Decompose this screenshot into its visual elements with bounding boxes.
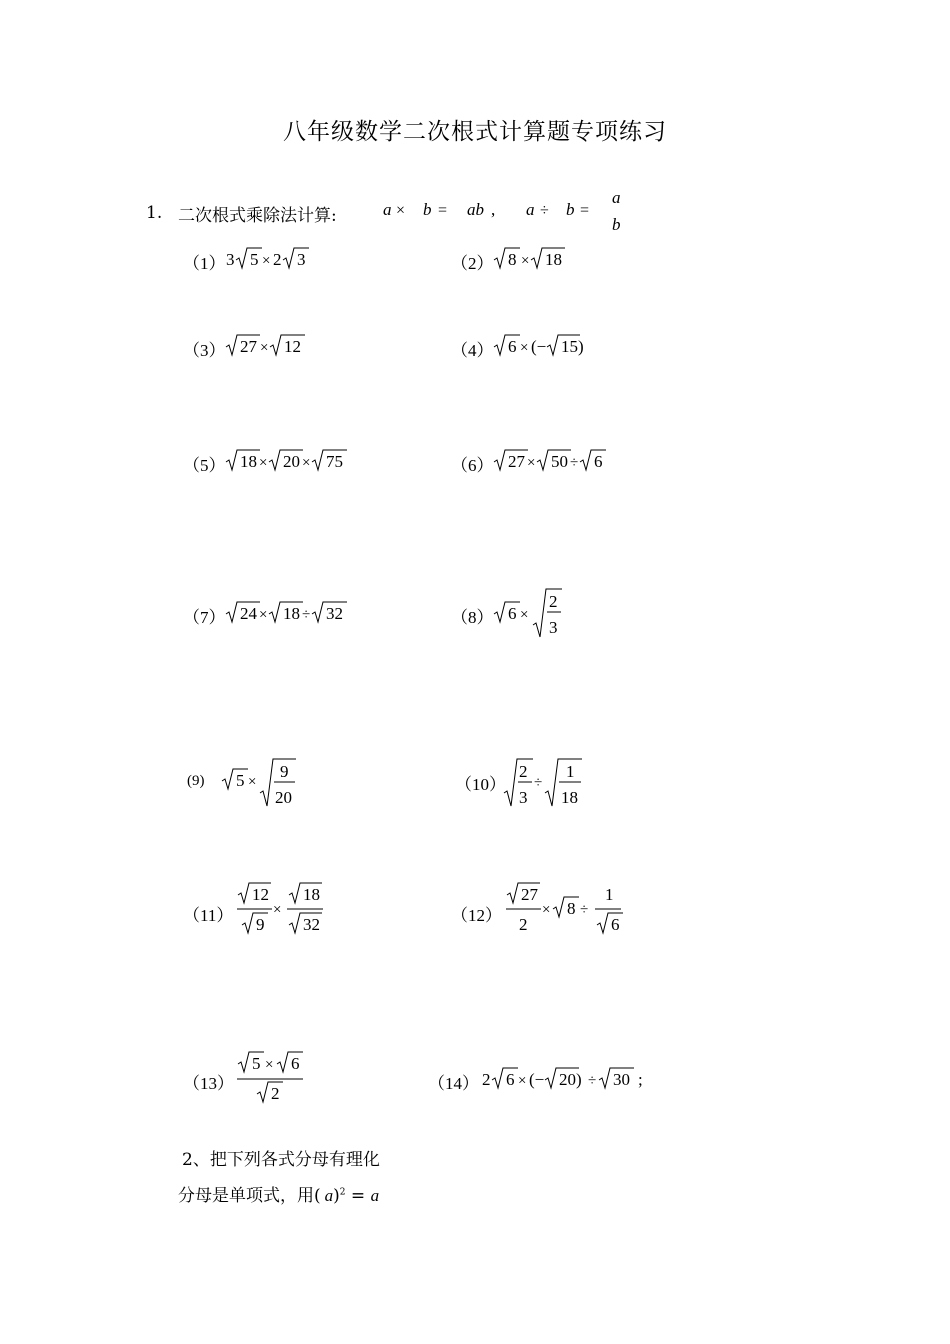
svg-text:×: × <box>262 253 271 269</box>
svg-text:2: 2 <box>519 762 528 781</box>
page-title: 八年级数学二次根式计算题专项练习 <box>283 119 667 145</box>
svg-text:×: × <box>260 340 269 356</box>
svg-text:÷: ÷ <box>570 455 579 471</box>
svg-text:2: 2 <box>549 592 558 611</box>
svg-text:3: 3 <box>297 250 306 269</box>
svg-text:×: × <box>259 455 268 471</box>
svg-text:×: × <box>521 253 530 269</box>
svg-text:12: 12 <box>252 885 269 904</box>
svg-text:30: 30 <box>613 1070 630 1089</box>
svg-text:6: 6 <box>594 452 603 471</box>
svg-text:2: 2 <box>482 1070 491 1089</box>
svg-text:b: b <box>612 215 621 234</box>
svg-text:a: a <box>526 200 535 219</box>
svg-text:×: × <box>396 202 406 219</box>
svg-text:(−: (− <box>529 1070 545 1089</box>
svg-text:27: 27 <box>508 452 525 471</box>
problem-4-expression <box>490 330 600 362</box>
problem-12-expression <box>503 880 633 942</box>
svg-text:3: 3 <box>226 250 235 269</box>
problem-9-expression <box>218 755 318 811</box>
svg-text:2: 2 <box>519 915 528 934</box>
svg-text:,: , <box>491 200 496 219</box>
problem-label: （3） <box>183 341 226 360</box>
svg-text:6: 6 <box>291 1054 300 1073</box>
problem-label: （4） <box>451 341 494 360</box>
section-heading: 二次根式乘除法计算: <box>178 206 337 226</box>
svg-text:×: × <box>542 902 551 918</box>
problem-label: （7） <box>183 608 226 627</box>
svg-text:=: = <box>438 202 448 219</box>
svg-text:27: 27 <box>521 885 538 904</box>
svg-text:5: 5 <box>250 250 259 269</box>
svg-text:50: 50 <box>551 452 568 471</box>
svg-text:18: 18 <box>303 885 320 904</box>
problem-label: （5） <box>183 456 226 475</box>
svg-text:=: = <box>580 202 590 219</box>
svg-text:6: 6 <box>508 604 517 623</box>
svg-text:6: 6 <box>506 1070 515 1089</box>
svg-text:32: 32 <box>303 915 320 934</box>
svg-text:b: b <box>423 200 432 219</box>
problem-label: （2） <box>451 254 494 273</box>
section-2-note: 分母是单项式，用( a)$^2$ = a <box>178 1186 380 1206</box>
svg-text:18: 18 <box>240 452 257 471</box>
svg-text:3: 3 <box>519 788 528 807</box>
problem-13-expression <box>234 1049 314 1111</box>
svg-text:÷: ÷ <box>580 902 589 918</box>
problem-label: (9) <box>187 773 205 789</box>
svg-text:×: × <box>302 455 311 471</box>
svg-text:×: × <box>527 455 536 471</box>
problem-5-expression <box>222 445 362 477</box>
svg-text:20: 20 <box>283 452 300 471</box>
svg-text:2: 2 <box>271 1084 280 1103</box>
problem-3-expression <box>222 330 322 362</box>
svg-text:×: × <box>273 902 282 918</box>
svg-text:27: 27 <box>240 337 257 356</box>
svg-text:×: × <box>520 607 529 623</box>
svg-text:1: 1 <box>566 762 575 781</box>
svg-text:a: a <box>612 188 621 207</box>
svg-text:(−: (− <box>531 337 547 356</box>
problem-label: （1） <box>183 254 226 273</box>
svg-text:20: 20 <box>275 788 292 807</box>
problem-10-expression <box>500 755 600 811</box>
svg-text:12: 12 <box>284 337 301 356</box>
svg-text:3: 3 <box>549 618 558 637</box>
svg-text:8: 8 <box>508 250 517 269</box>
svg-text:÷: ÷ <box>588 1073 597 1089</box>
svg-text:ab: ab <box>467 200 484 219</box>
svg-text:8: 8 <box>567 899 576 918</box>
section-number: 1. <box>146 203 163 223</box>
problem-11-expression <box>234 880 334 942</box>
svg-text:6: 6 <box>508 337 517 356</box>
svg-text:b: b <box>566 200 575 219</box>
svg-text:9: 9 <box>256 915 265 934</box>
problem-1-expression <box>222 243 322 275</box>
svg-text:24: 24 <box>240 604 257 623</box>
svg-text:×: × <box>518 1073 527 1089</box>
section-2-heading: 2、把下列各式分母有理化 <box>182 1150 380 1170</box>
problem-2-expression <box>490 243 580 275</box>
svg-text:32: 32 <box>326 604 343 623</box>
svg-text:×: × <box>259 607 268 623</box>
svg-text:1: 1 <box>605 885 614 904</box>
svg-text:2: 2 <box>273 250 282 269</box>
problem-label: （10） <box>455 775 506 794</box>
problem-label: （14） <box>428 1074 479 1093</box>
svg-text:a: a <box>383 200 392 219</box>
problem-label: （8） <box>451 608 494 627</box>
svg-text:6: 6 <box>611 915 620 934</box>
problem-14-expression <box>478 1063 658 1095</box>
svg-text:9: 9 <box>280 762 289 781</box>
svg-text:÷: ÷ <box>302 607 311 623</box>
svg-text:5: 5 <box>236 771 245 790</box>
svg-text:15): 15) <box>561 337 584 356</box>
svg-text:18: 18 <box>545 250 562 269</box>
svg-text:18: 18 <box>283 604 300 623</box>
svg-text:75: 75 <box>326 452 343 471</box>
svg-text:5: 5 <box>252 1054 261 1073</box>
svg-text:÷: ÷ <box>534 775 543 791</box>
problem-7-expression <box>222 597 362 629</box>
problem-label: （6） <box>451 456 494 475</box>
problem-label: （13） <box>183 1074 234 1093</box>
problem-6-expression <box>490 445 630 477</box>
svg-text:÷: ÷ <box>540 202 549 219</box>
svg-text:×: × <box>265 1057 274 1073</box>
svg-text:×: × <box>248 774 257 790</box>
svg-text:20): 20) <box>559 1070 582 1089</box>
problem-label: （12） <box>451 906 502 925</box>
rule-formulas <box>380 186 640 236</box>
svg-text:;: ; <box>638 1070 643 1089</box>
svg-text:18: 18 <box>561 788 578 807</box>
svg-text:×: × <box>520 340 529 356</box>
problem-label: （11） <box>183 906 234 925</box>
problem-8-expression <box>490 585 580 641</box>
